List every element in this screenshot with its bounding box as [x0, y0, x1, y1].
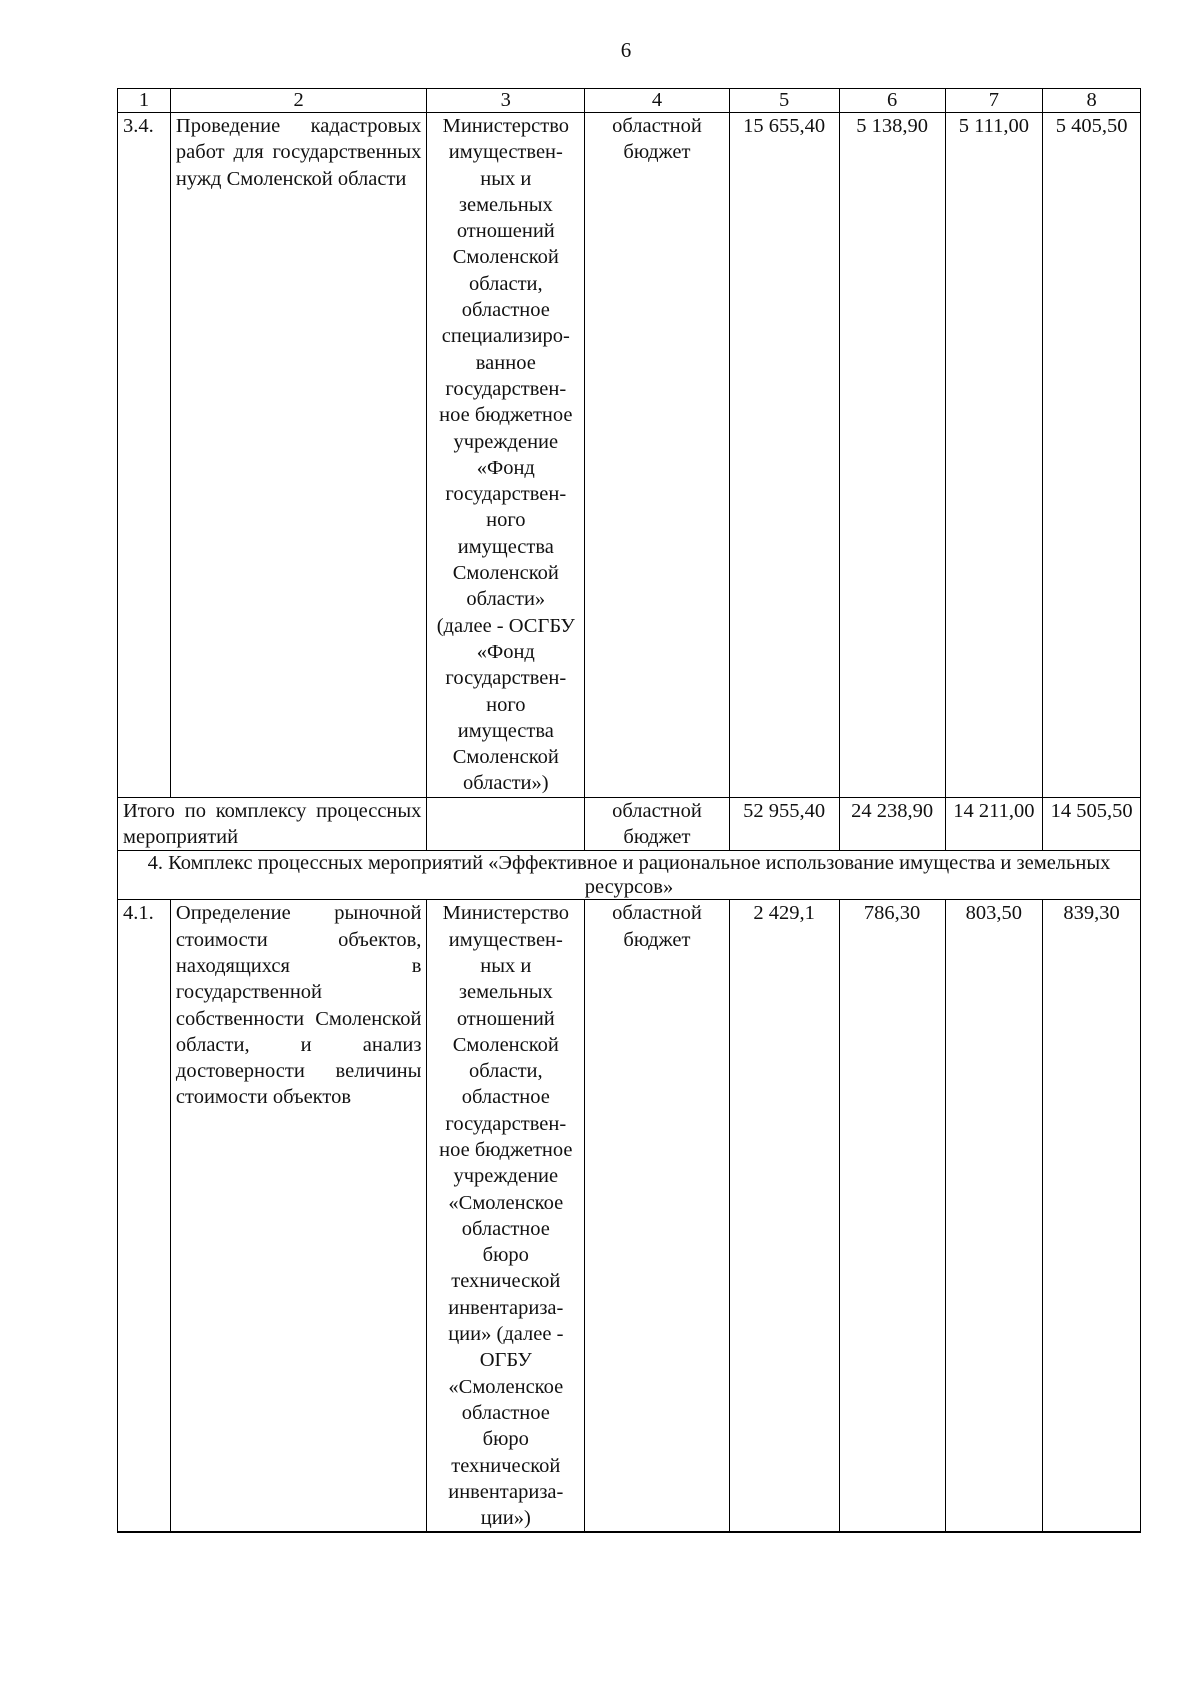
agency-line: ного [486, 693, 526, 716]
agency-line: имуществен- [448, 141, 563, 164]
value-year-1: 24 238,90 [839, 797, 945, 851]
value-total: 2 429,1 [729, 900, 839, 1533]
agency-line: бюро [482, 1428, 529, 1451]
col-header: 3 [427, 89, 585, 113]
col-header: 7 [945, 89, 1043, 113]
agency-line: государствен- [445, 667, 567, 690]
value-year-3: 14 505,50 [1043, 797, 1141, 851]
agency-line: «Фонд [476, 456, 535, 479]
agency-line: (далее - ОСГБУ [436, 614, 575, 637]
value-year-2: 14 211,00 [945, 797, 1043, 851]
agency-line: «Смоленское [448, 1191, 564, 1214]
agency-line: ОГБУ [479, 1349, 532, 1372]
agency-line: имуществен- [448, 928, 563, 951]
value-total: 15 655,40 [729, 113, 839, 798]
responsible-agency [427, 113, 585, 798]
agency-line: государствен- [445, 1112, 567, 1135]
responsible-agency [427, 900, 585, 1533]
activity-name: Проведение кадастровых работ для государственных нужд Смоленской области [170, 113, 427, 798]
agency-line: имущества [457, 719, 554, 742]
agency-line: области») [463, 772, 549, 795]
table-row [118, 900, 1141, 1533]
agency-line: специализиро- [441, 325, 570, 348]
agency-line: области, [468, 1060, 543, 1083]
agency-line: технической [451, 1454, 561, 1477]
funding-source: областной бюджет [585, 900, 730, 1533]
agency-line: ных и [480, 167, 532, 190]
agency-line: государствен- [445, 377, 567, 400]
agency-line: ное бюджетное [439, 1138, 573, 1161]
agency-line: области, [468, 272, 543, 295]
budget-table [117, 88, 1141, 1533]
agency-line: отношений [456, 1007, 555, 1030]
agency-line: земельных [458, 193, 553, 216]
value-year-2: 5 111,00 [945, 113, 1043, 798]
agency-line: земельных [458, 981, 553, 1004]
agency-line: Министерство [442, 902, 569, 925]
activity-name: Определение рыночной стоимости объектов, находящихся в государственной собственности Смоленской области, и анализ достоверности величины стоимости объектов [170, 900, 427, 1533]
agency-line: Смоленской [452, 246, 559, 269]
total-label: Итого по комплексу процессных мероприятий [118, 797, 427, 851]
agency-line: Смоленской [452, 1033, 559, 1056]
col-header: 4 [585, 89, 730, 113]
agency-line: Министерство [442, 115, 569, 137]
agency-line: учреждение [453, 430, 559, 453]
col-header: 6 [839, 89, 945, 113]
value-year-1: 786,30 [839, 900, 945, 1533]
agency-line: учреждение [453, 1165, 559, 1188]
section-title: 4. Комплекс процессных мероприятий «Эффективное и рациональное использование имущества и земельных ресурсов» [118, 851, 1141, 900]
value-year-2: 803,50 [945, 900, 1043, 1533]
agency-line: областное [461, 1401, 550, 1424]
agency-line: ции» (далее - [448, 1323, 564, 1346]
table-row [118, 113, 1141, 798]
value-total: 52 955,40 [729, 797, 839, 851]
agency-line: Смоленской [452, 746, 559, 769]
row-number: 3.4. [118, 113, 171, 798]
value-year-1: 5 138,90 [839, 113, 945, 798]
agency-line: «Фонд [476, 640, 535, 663]
agency-line: ванное [475, 351, 536, 374]
funding-source: областной бюджет [585, 113, 730, 798]
agency-line: областное [461, 1217, 550, 1240]
header-row [118, 89, 1141, 113]
agency-line: ное бюджетное [439, 404, 573, 427]
agency-line: ных и [480, 954, 532, 977]
agency-line: инвентариза- [448, 1296, 564, 1319]
agency-line: «Смоленское [448, 1375, 564, 1398]
total-row [118, 797, 1141, 851]
agency-line: ного [486, 509, 526, 532]
agency-line: ции») [480, 1507, 531, 1530]
value-year-3: 5 405,50 [1043, 113, 1141, 798]
funding-source: областной бюджет [585, 797, 730, 851]
agency-line: Смоленской [452, 562, 559, 585]
row-number: 4.1. [118, 900, 171, 1533]
agency-line: областное [461, 299, 550, 322]
agency-line: областное [461, 1086, 550, 1109]
agency-line: области» [466, 588, 546, 611]
agency-line: имущества [457, 535, 554, 558]
empty-cell [427, 797, 585, 851]
page-number: 6 [620, 38, 632, 62]
agency-line: инвентариза- [448, 1480, 564, 1503]
agency-line: государствен- [445, 483, 567, 506]
col-header: 2 [170, 89, 427, 113]
col-header: 8 [1043, 89, 1141, 113]
col-header: 1 [118, 89, 171, 113]
agency-line: бюро [482, 1244, 529, 1267]
section-row [118, 851, 1141, 900]
col-header: 5 [729, 89, 839, 113]
value-year-3: 839,30 [1043, 900, 1141, 1533]
agency-line: отношений [456, 220, 555, 243]
agency-line: технической [451, 1270, 561, 1293]
